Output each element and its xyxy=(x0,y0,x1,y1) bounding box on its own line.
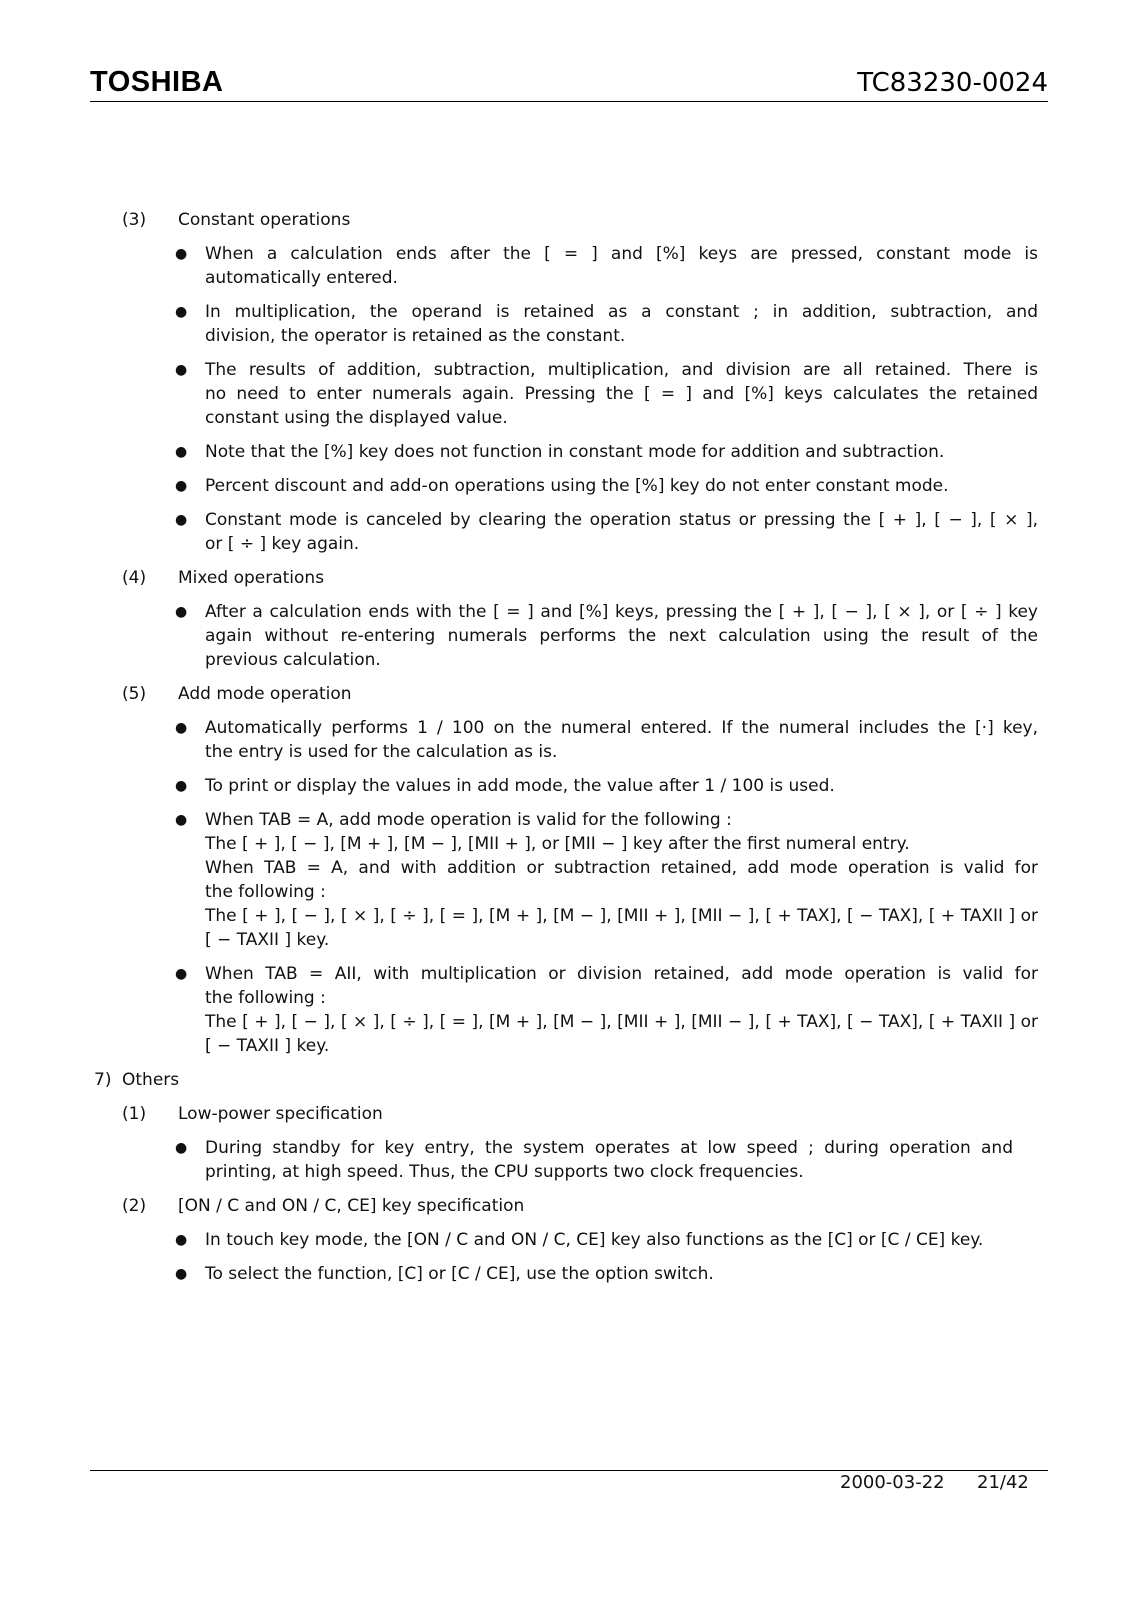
bullet-text: The [ + ], [ − ], [ × ], [ ÷ ], [ = ], [M + ], [M − ], [MII + ], [MII − ], [ + TAX], [ − TAX], [ + TAXII ] or xyxy=(205,906,1038,926)
bullet-icon: ● xyxy=(175,478,188,494)
bullet-text: When TAB = A, and with addition or subtraction retained, add mode operation is valid for xyxy=(205,858,1038,878)
bullet-text: When TAB = A, add mode operation is valid for the following : xyxy=(205,810,732,830)
bullet-text: Constant mode is canceled by clearing the operation status or pressing the [ + ], [ − ], [ × ], xyxy=(205,510,1038,530)
bullet-icon: ● xyxy=(175,778,188,794)
bullet-text: [ − TAXII ] key. xyxy=(205,1036,330,1056)
brand-logo: TOSHIBA xyxy=(90,66,224,98)
bullet-text: During standby for key entry, the system operates at low speed ; during operation and xyxy=(205,1138,1013,1158)
bullet-text: [ − TAXII ] key. xyxy=(205,930,330,950)
bullet-text: After a calculation ends with the [ = ] and [%] keys, pressing the [ + ], [ − ], [ × ], or [ ÷ ] key xyxy=(205,602,1038,622)
section-title: Others xyxy=(122,1070,180,1090)
section-number: (4) xyxy=(122,568,147,588)
bullet-text: When a calculation ends after the [ = ] and [%] keys are pressed, constant mode is xyxy=(205,244,1038,264)
bullet-text: or [ ÷ ] key again. xyxy=(205,534,360,554)
bullet-text: To print or display the values in add mode, the value after 1 / 100 is used. xyxy=(205,776,835,796)
bullet-text: The [ + ], [ − ], [ × ], [ ÷ ], [ = ], [M + ], [M − ], [MII + ], [MII − ], [ + TAX], [ − TAX], [ + TAXII ] or xyxy=(205,1012,1038,1032)
bullet-text: constant using the displayed value. xyxy=(205,408,508,428)
bullet-text: the following : xyxy=(205,882,326,902)
bullet-text: Percent discount and add-on operations using the [%] key do not enter constant mode. xyxy=(205,476,949,496)
footer-page-number: 21/42 xyxy=(977,1472,1029,1493)
bullet-icon: ● xyxy=(175,1140,188,1156)
bullet-text: To select the function, [C] or [C / CE], use the option switch. xyxy=(205,1264,714,1284)
bullet-icon: ● xyxy=(175,812,188,828)
bullet-icon: ● xyxy=(175,966,188,982)
section-number: (5) xyxy=(122,684,147,704)
section-number: (1) xyxy=(122,1104,147,1124)
bullet-icon: ● xyxy=(175,304,188,320)
bullet-icon: ● xyxy=(175,1232,188,1248)
bullet-icon: ● xyxy=(175,604,188,620)
bullet-text: In touch key mode, the [ON / C and ON / C, CE] key also functions as the [C] or [C / CE] key. xyxy=(205,1230,984,1250)
bullet-icon: ● xyxy=(175,246,188,262)
bullet-text: The [ + ], [ − ], [M + ], [M − ], [MII + ], or [MII − ] key after the first numeral entry. xyxy=(205,834,910,854)
bullet-text: the entry is used for the calculation as is. xyxy=(205,742,558,762)
footer-rule xyxy=(90,1470,1048,1471)
section-number: (3) xyxy=(122,210,147,230)
footer-date: 2000-03-22 xyxy=(840,1472,945,1493)
bullet-text: printing, at high speed. Thus, the CPU supports two clock frequencies. xyxy=(205,1162,804,1182)
bullet-text: automatically entered. xyxy=(205,268,398,288)
bullet-text: division, the operator is retained as the constant. xyxy=(205,326,626,346)
bullet-text: In multiplication, the operand is retained as a constant ; in addition, subtraction, and xyxy=(205,302,1038,322)
part-number: TC83230-0024 xyxy=(857,68,1048,98)
bullet-text: again without re-entering numerals performs the next calculation using the result of the xyxy=(205,626,1038,646)
bullet-icon: ● xyxy=(175,362,188,378)
bullet-text: Automatically performs 1 / 100 on the numeral entered. If the numeral includes the [·] key, xyxy=(205,718,1038,738)
section-number: (2) xyxy=(122,1196,147,1216)
bullet-text: the following : xyxy=(205,988,326,1008)
section-title: Mixed operations xyxy=(178,568,325,588)
bullet-icon: ● xyxy=(175,444,188,460)
bullet-text: Note that the [%] key does not function in constant mode for addition and subtraction. xyxy=(205,442,945,462)
section-number: 7) xyxy=(94,1070,112,1090)
bullet-icon: ● xyxy=(175,512,188,528)
bullet-icon: ● xyxy=(175,720,188,736)
header-rule xyxy=(90,101,1048,102)
section-title: Low-power specification xyxy=(178,1104,383,1124)
bullet-text: When TAB = AII, with multiplication or division retained, add mode operation is valid for xyxy=(205,964,1038,984)
section-title: Constant operations xyxy=(178,210,351,230)
section-title: Add mode operation xyxy=(178,684,352,704)
bullet-text: no need to enter numerals again. Pressing the [ = ] and [%] keys calculates the retained xyxy=(205,384,1038,404)
section-title: [ON / C and ON / C, CE] key specification xyxy=(178,1196,525,1216)
bullet-text: previous calculation. xyxy=(205,650,381,670)
bullet-icon: ● xyxy=(175,1266,188,1282)
bullet-text: The results of addition, subtraction, multiplication, and division are all retained. There is xyxy=(205,360,1038,380)
